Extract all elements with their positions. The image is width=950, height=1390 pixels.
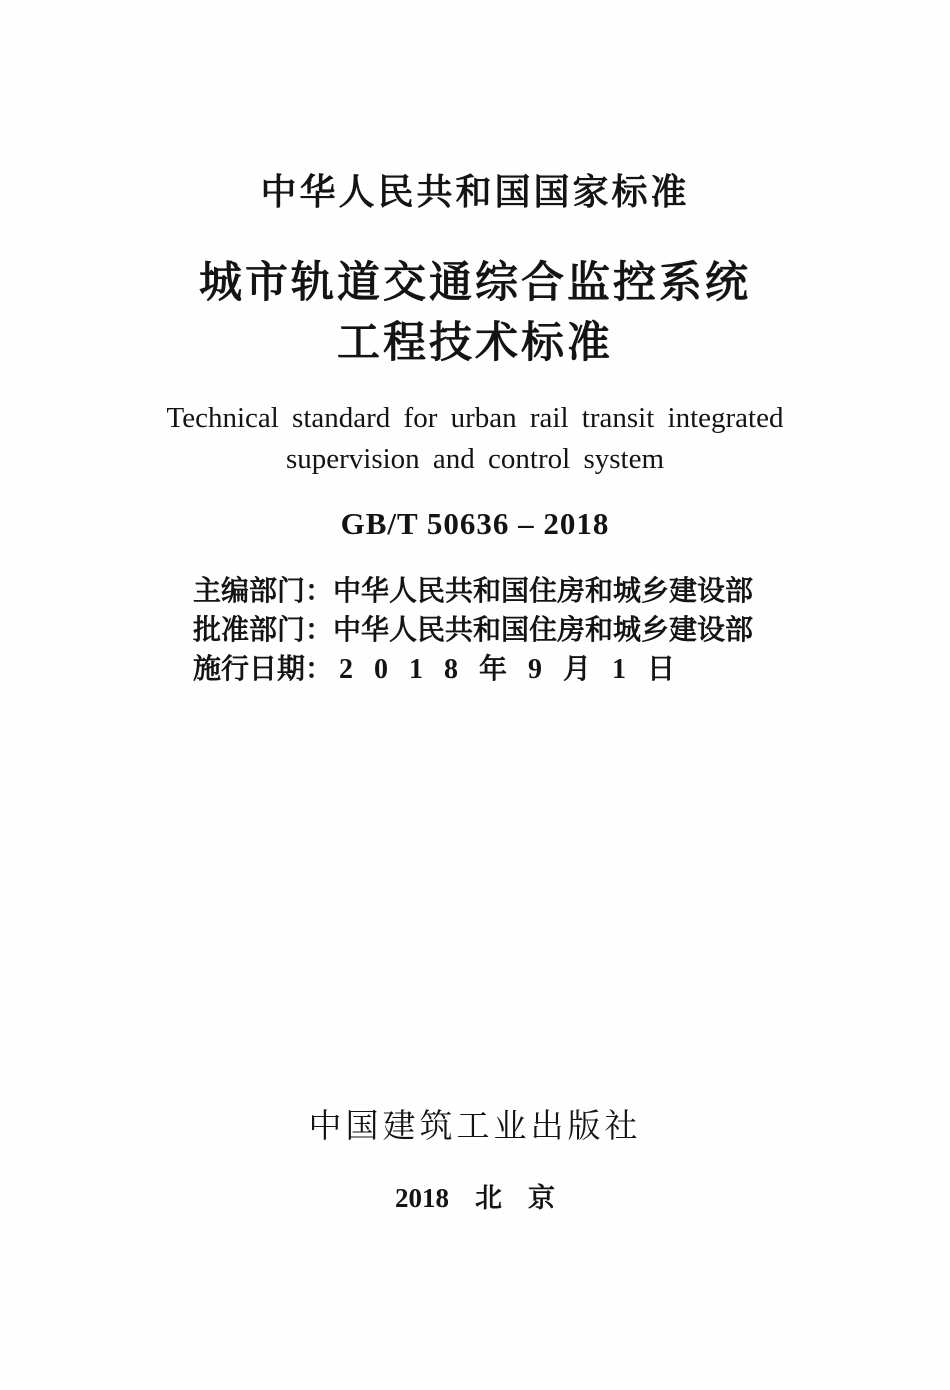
title-cn bbox=[0, 254, 950, 374]
info-label: 施行日期 bbox=[193, 654, 306, 685]
info-row-effective-date bbox=[193, 650, 759, 689]
title-en bbox=[0, 398, 950, 480]
national-standard-label: 中华人民共和国国家标准 bbox=[260, 171, 690, 212]
info-label: 批准部门 bbox=[193, 615, 306, 646]
info-label: 主编部门 bbox=[193, 576, 306, 607]
title-en-line1: Technical standard for urban rail transit integrated bbox=[166, 402, 784, 434]
info-colon: ： bbox=[305, 654, 334, 685]
info-value: 2018年9月1日 bbox=[339, 654, 697, 685]
info-colon: ： bbox=[305, 576, 334, 607]
info-value: 中华人民共和国住房和城乡建设部 bbox=[333, 615, 754, 646]
edition-city: 北京 bbox=[475, 1183, 581, 1213]
title-cn-line1: 城市轨道交通综合监控系统 bbox=[199, 260, 751, 307]
info-colon: ： bbox=[305, 615, 334, 646]
title-en-line2: supervision and control system bbox=[285, 443, 665, 475]
title-cn-line2: 工程技术标准 bbox=[337, 320, 613, 367]
info-block bbox=[193, 572, 759, 689]
info-row-approval bbox=[193, 611, 759, 650]
standard-code: GB/T 50636 – 2018 bbox=[340, 506, 610, 541]
edition-line bbox=[0, 1176, 950, 1215]
edition-year: 2018 bbox=[395, 1183, 449, 1213]
publisher-name: 中国建筑工业出版社 bbox=[308, 1109, 642, 1145]
info-value: 中华人民共和国住房和城乡建设部 bbox=[333, 576, 754, 607]
info-row-chief-editor bbox=[193, 572, 759, 611]
